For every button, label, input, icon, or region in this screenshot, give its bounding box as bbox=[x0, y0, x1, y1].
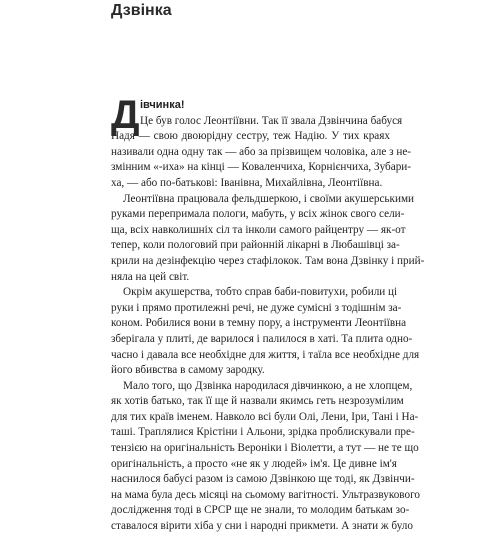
body-text bbox=[111, 93, 425, 535]
text-line: наснилося бабусі разом із самою Дзвінкою ще тоді, як Дзвінчи- bbox=[111, 473, 415, 486]
text-line: дослідження тоді в СРСР ще не знали, то молодим батькам зо- bbox=[111, 504, 410, 517]
text-line: руками перепримала пологи, мабуть, у всіх жінок свого сели- bbox=[111, 208, 405, 221]
text-line: коном. Робилися вони в темну пору, а інструменти Леонтіївна bbox=[111, 317, 407, 330]
text-line: тепер, коли пологовий при районній лікарні в Любашівці за- bbox=[111, 239, 400, 252]
text-line: руки і прямо протилежні речі, не дуже сумісні з тодішнім за- bbox=[111, 301, 402, 314]
text-line: Це був голос Леонтіївни. Так її звала Дзвінчина бабуся bbox=[140, 114, 403, 127]
text-line: Мало того, що Дзвінка народилася дівчинкою, а не хлопцем, bbox=[123, 379, 413, 392]
text-line: ща, всіх навколишніх сіл та інколи самого райцентру — як-от bbox=[111, 223, 406, 236]
text-line: ставалося вірити хіба у сни і народні прикмети. А знати ж було bbox=[111, 520, 413, 533]
text-line: тензією на оригінальність Вероніки і Віолетти, а тут — не те що bbox=[111, 442, 419, 455]
text-line: оригінальність, а просто «не як у людей» ім'я. Це дивне ім'я bbox=[111, 457, 397, 470]
text-line: зберігала у плиті, де варилося і палилося в хаті. Та плита одно- bbox=[111, 332, 413, 345]
text-line: для тих країв іменем. Навколо всі були Олі, Лени, Іри, Тані і На- bbox=[111, 410, 419, 423]
text-line: Надя — свою двоюрідну сестру, теж Надію. У тих краях bbox=[111, 130, 390, 143]
text-line: на мама була десь місяці на сьомому вагітності. Ультразвукового bbox=[111, 488, 420, 501]
chapter-title: Дзвінка bbox=[111, 2, 172, 19]
text-line: часно і давала все необхідне для життя, і таїла все необхідне для bbox=[111, 348, 420, 361]
text-line: його вбивства в самому зародку. bbox=[111, 364, 265, 377]
text-line: крили на дезінфекцію через стафілокок. Там вона Дзвінку і прий- bbox=[111, 254, 425, 267]
text-line: як хотів батько, так її ще й назвали якимсь геть незрозумілим bbox=[111, 395, 404, 408]
text-line: Леонтіївна працювала фельдшеркою, і своїми акушерськими bbox=[123, 192, 415, 205]
text-line: івчинка! bbox=[140, 99, 185, 111]
drop-cap: Д bbox=[111, 93, 140, 137]
text-line: називали одна одну так — або за прізвищем чоловіка, але з не- bbox=[111, 145, 412, 158]
text-line: таші. Траплялися Крістіни і Альони, зрідка проблискували пре- bbox=[111, 426, 415, 439]
text-line: няла на цей світ. bbox=[111, 270, 190, 283]
text-line: змінним «-иха» на кінці — Коваленчиха, Корнієнчиха, Зубари- bbox=[111, 161, 412, 174]
text-line: Окрім акушерства, тобто справ баби-повитухи, робили ці bbox=[123, 286, 398, 299]
text-line: ха, — або по-батькові: Іванівна, Михайлівна, Леонтіївна. bbox=[111, 176, 383, 189]
